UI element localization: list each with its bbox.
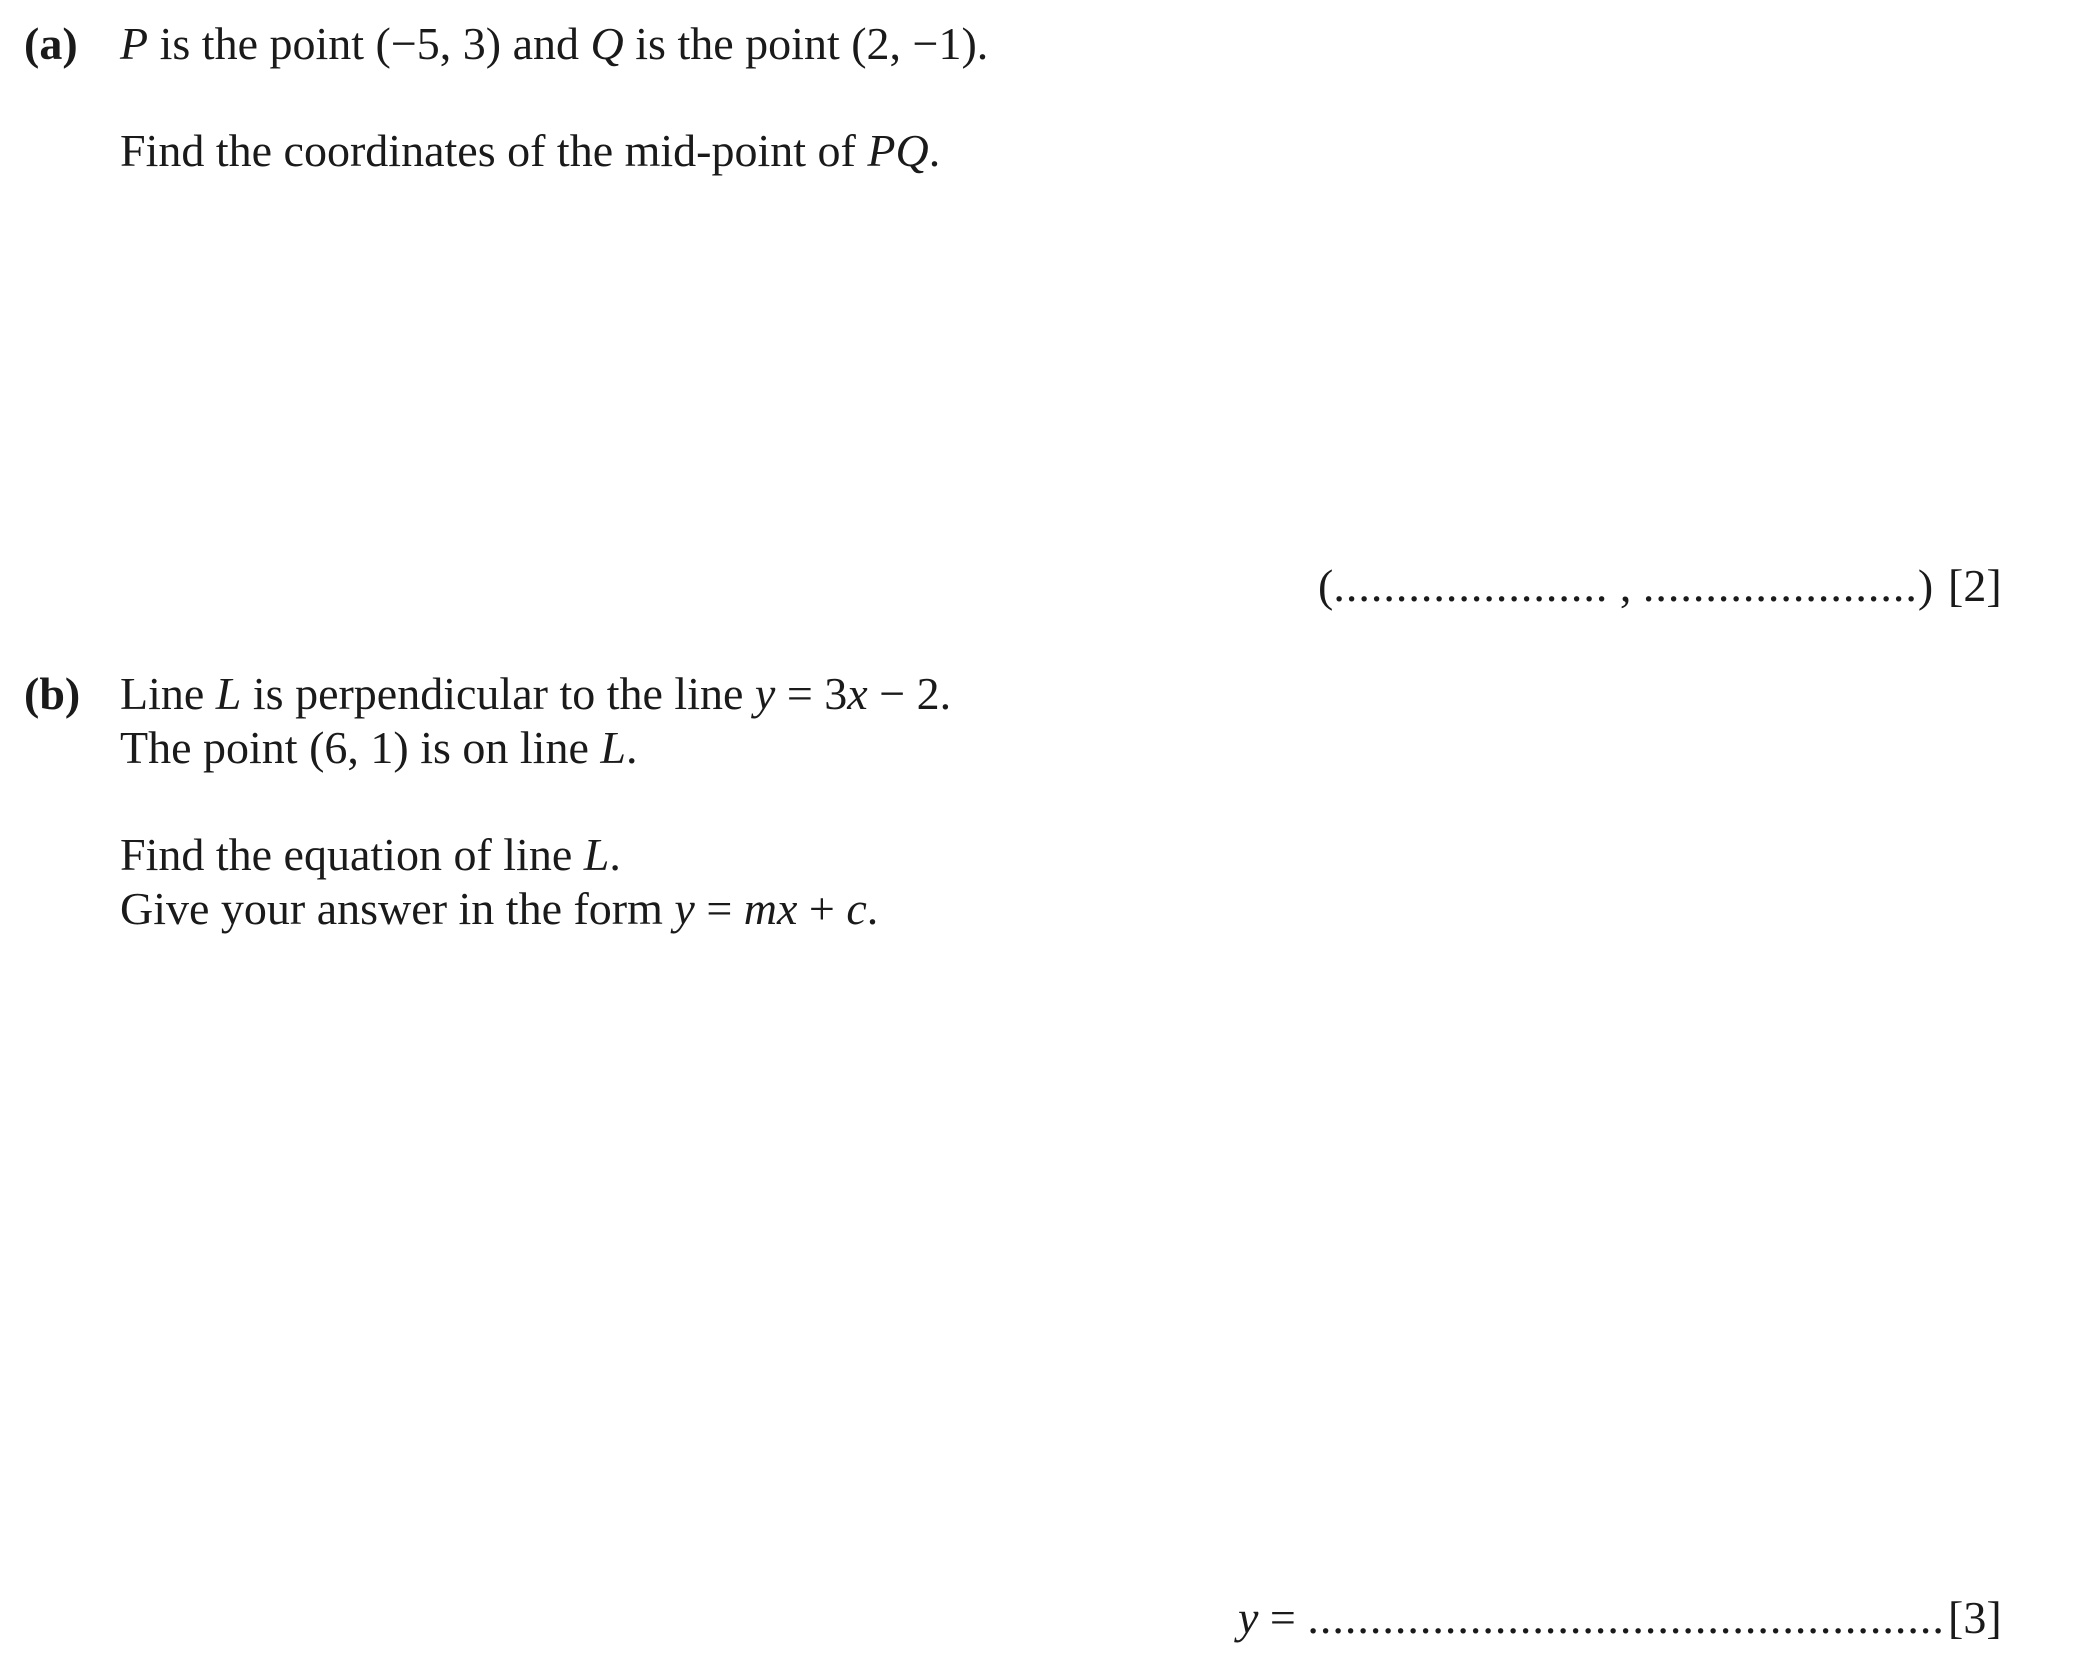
var-y: y <box>754 668 776 719</box>
answer-close-paren: ) <box>1917 560 1934 611</box>
line4-text-c: + <box>797 883 847 934</box>
part-b-line-1 <box>120 666 951 722</box>
line1-text-b: is perpendicular to the line <box>241 668 755 719</box>
answer-equation-blank[interactable]: ................................................... <box>1307 1592 1945 1643</box>
var-c: c <box>846 883 867 934</box>
line3-text-a: Find the equation of line <box>120 829 584 880</box>
answer-y-blank[interactable]: ...................... <box>1642 560 1918 611</box>
answer-equals: = <box>1258 1592 1308 1643</box>
line-l: L <box>583 829 610 880</box>
line4-text-b: = <box>694 883 744 934</box>
line4-text-a: Give your answer in the form <box>120 883 675 934</box>
statement-text-1: is the point (−5, 3) and <box>148 18 591 69</box>
line1-text-c: = 3 <box>775 668 848 719</box>
line1-text-a: Line <box>120 668 216 719</box>
part-b-line-2 <box>120 720 637 776</box>
instruction-text: Find the coordinates of the mid-point of <box>120 125 868 176</box>
point-p: P <box>120 18 149 69</box>
part-b-line-4 <box>120 881 878 937</box>
part-b-marks: [3] <box>1948 1592 2002 1643</box>
line-l: L <box>215 668 242 719</box>
instruction-end: . <box>928 125 941 176</box>
part-a-marks: [2] <box>1948 560 2002 611</box>
line2-text-b: . <box>625 722 638 773</box>
part-b-label: (b) <box>24 668 81 719</box>
answer-open-paren: ( <box>1318 560 1334 611</box>
line4-text-d: . <box>866 883 879 934</box>
line2-text-a: The point (6, 1) is on line <box>120 722 601 773</box>
line1-text-d: − 2. <box>867 668 952 719</box>
answer-y-var: y <box>1238 1592 1259 1643</box>
part-a-instruction <box>120 123 940 179</box>
segment-pq: PQ <box>867 125 929 176</box>
part-b-line-3 <box>120 827 621 883</box>
part-a-answer-line[interactable] <box>1318 558 1933 614</box>
answer-comma: , <box>1608 560 1643 611</box>
var-x: x <box>847 668 868 719</box>
answer-x-blank[interactable]: ...................... <box>1333 560 1609 611</box>
part-a-label: (a) <box>24 18 78 69</box>
line-l: L <box>600 722 626 773</box>
line3-text-b: . <box>609 829 621 880</box>
part-b-answer-line[interactable] <box>1238 1590 1945 1646</box>
point-q: Q <box>590 18 624 69</box>
var-mx: mx <box>743 883 798 934</box>
part-a-statement <box>120 16 988 72</box>
statement-text-2: is the point (2, −1). <box>623 18 989 69</box>
var-y: y <box>674 883 695 934</box>
